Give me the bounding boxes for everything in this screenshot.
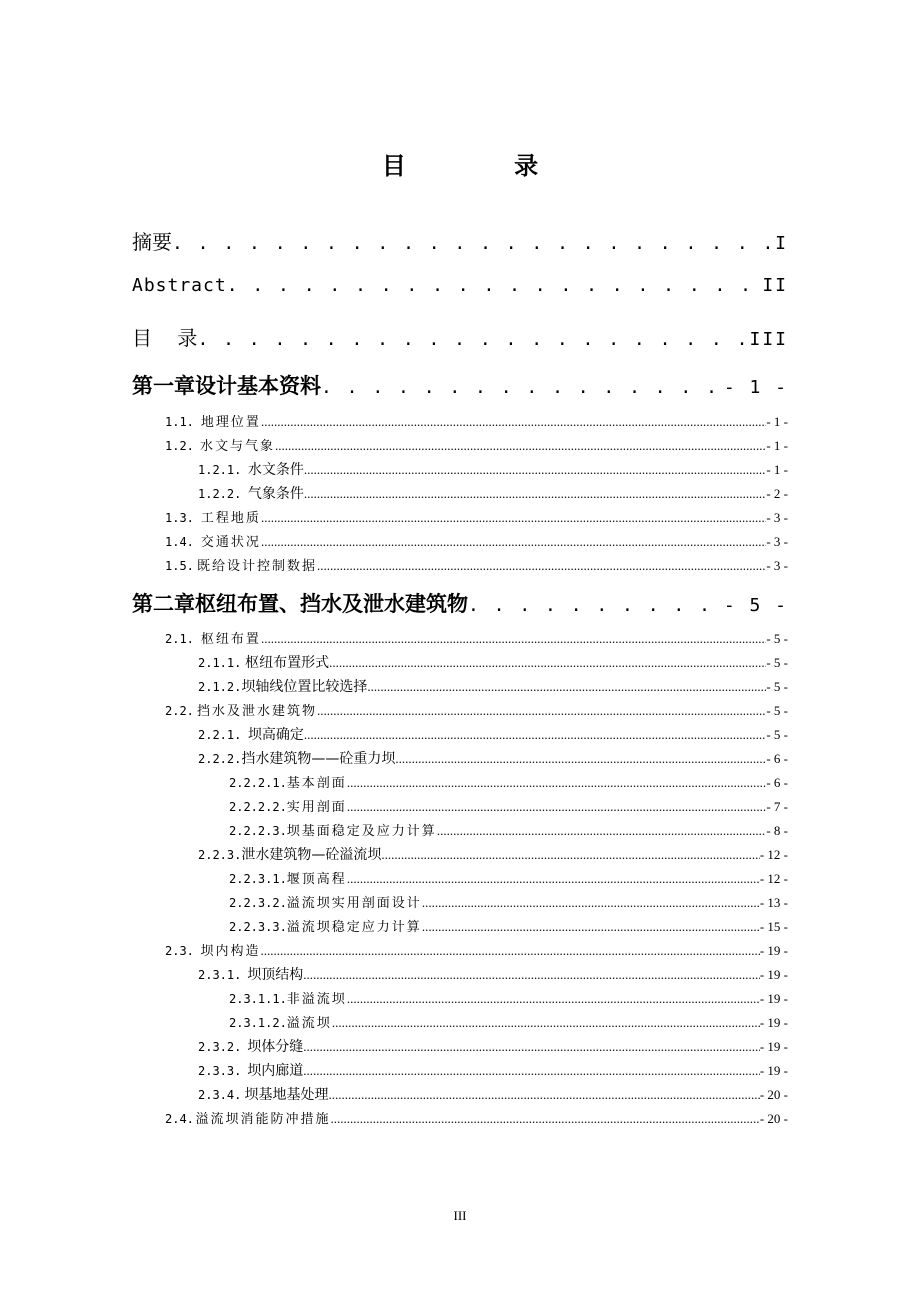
toc-entry[interactable] — [229, 796, 788, 816]
toc-chapter-number: 第二章 — [132, 592, 195, 616]
toc-entry[interactable] — [198, 1084, 788, 1104]
toc-entry[interactable] — [165, 1108, 788, 1128]
toc-entry-label: 摘要 — [132, 230, 172, 254]
toc-leader-dots — [422, 895, 760, 911]
toc-page-number: - 13 - — [759, 895, 788, 910]
toc-section-number: 2.3.2. — [198, 1040, 242, 1054]
toc-section-number: 2.3.1. — [198, 968, 242, 982]
toc-section-number: 2.2. — [165, 704, 194, 718]
toc-page-number: - 2 - — [766, 486, 788, 501]
toc-page-number: - 19 - — [759, 1063, 788, 1078]
toc-entry[interactable] — [165, 435, 788, 455]
toc-section-number: 2.2.2. — [198, 752, 242, 766]
toc-entry[interactable] — [198, 844, 788, 864]
toc-leader-dots — [304, 486, 767, 502]
toc-entry-label: Abstract — [132, 275, 227, 296]
toc-section-number: 2.4. — [165, 1112, 194, 1126]
toc-entry[interactable] — [165, 555, 788, 575]
toc-entry-label: 坝顶结构 — [247, 967, 304, 983]
toc-entry[interactable] — [198, 483, 788, 503]
toc-leader-dots — [261, 510, 766, 526]
toc-entry-label: 溢流坝实用剖面设计 — [286, 896, 422, 911]
toc-entry[interactable] — [198, 1060, 788, 1080]
toc-entry-label: 基本剖面 — [286, 776, 347, 791]
toc-section-number: 1.3. — [165, 511, 194, 525]
toc-section-number: 1.1. — [165, 415, 194, 429]
toc-entry-label: 设计基本资料 — [195, 374, 321, 398]
toc-leader-dots — [227, 275, 763, 296]
toc-page-number: - 6 - — [766, 751, 788, 766]
toc-leader-dots — [347, 799, 767, 815]
toc-page-number: III — [749, 329, 788, 350]
toc-leader-dots — [303, 1039, 760, 1055]
toc-entry-label: 水文条件 — [247, 462, 304, 478]
toc-leader-dots — [261, 414, 766, 430]
toc-entry[interactable] — [229, 916, 788, 936]
toc-entry[interactable] — [165, 628, 788, 648]
toc-entry-label: 坝基面稳定及应力计算 — [286, 824, 437, 839]
toc-entry-label: 溢流坝稳定应力计算 — [286, 920, 422, 935]
toc-entry-label: 枢纽布置形式 — [245, 655, 330, 671]
toc-section-number: 1.2.2. — [198, 487, 242, 501]
toc-entry[interactable] — [198, 676, 788, 696]
toc-page-number: - 5 - — [766, 727, 788, 742]
toc-entry-label: 枢纽布置、挡水及泄水建筑物 — [195, 592, 468, 616]
toc-entry[interactable] — [229, 868, 788, 888]
toc-page-number: - 15 - — [759, 919, 788, 934]
toc-entry[interactable] — [165, 411, 788, 431]
toc-section-number: 2.3.1.2. — [229, 1016, 287, 1030]
toc-entry-label: 挡水建筑物——砼重力坝 — [241, 751, 396, 767]
toc-leader-dots — [304, 727, 767, 743]
toc-page-number: - 3 - — [766, 558, 788, 573]
toc-entry-label: 泄水建筑物—砼溢流坝 — [241, 847, 382, 863]
toc-leader-dots — [317, 558, 766, 574]
toc-entry-label: 坝体分缝 — [247, 1039, 304, 1055]
toc-leader-dots — [347, 775, 767, 791]
toc-chapter-2[interactable] — [132, 588, 788, 618]
toc-chapter-number: 第一章 — [132, 374, 195, 398]
toc-page-number: - 7 - — [766, 799, 788, 814]
toc-page-number: - 19 - — [759, 1039, 788, 1054]
toc-entry-label: 坝内构造 — [200, 944, 261, 959]
toc-entry-label: 地理位置 — [200, 415, 261, 430]
toc-section-number: 2.2.2.2. — [229, 800, 287, 814]
toc-page-number: - 19 - — [759, 991, 788, 1006]
toc-leader-dots — [275, 438, 766, 454]
toc-page-number: - 5 - — [766, 703, 788, 718]
toc-section-number: 2.2.2.1. — [229, 776, 287, 790]
toc-page-number: - 3 - — [766, 510, 788, 525]
toc-page-number: - 19 - — [759, 1015, 788, 1030]
toc-leader-dots — [172, 233, 775, 254]
toc-section-number: 2.1.1. — [198, 656, 242, 670]
toc-page-number: - 8 - — [766, 823, 788, 838]
toc-page-number: II — [762, 275, 788, 296]
toc-section-number: 2.1. — [165, 632, 194, 646]
toc-entry-label: 坝内廊道 — [247, 1063, 304, 1079]
toc-entry[interactable] — [165, 700, 788, 720]
toc-entry[interactable] — [198, 964, 788, 984]
toc-page-number: - 19 - — [759, 943, 788, 958]
toc-entry[interactable] — [198, 652, 788, 672]
toc-entry-label: 挡水及泄水建筑物 — [196, 704, 317, 719]
toc-entry[interactable] — [198, 459, 788, 479]
toc-entry-contents[interactable] — [132, 322, 788, 352]
toc-page-number: - 12 - — [759, 847, 788, 862]
toc-entry[interactable] — [165, 531, 788, 551]
toc-entry-label: 目 录 — [132, 326, 198, 350]
toc-section-number: 1.2.1. — [198, 463, 242, 477]
toc-entry[interactable] — [198, 724, 788, 744]
toc-section-number: 2.2.3.3. — [229, 920, 287, 934]
toc-entry-label: 既给设计控制数据 — [196, 559, 317, 574]
toc-entry-label: 工程地质 — [200, 511, 261, 526]
toc-leader-dots — [261, 631, 766, 647]
toc-leader-dots — [381, 847, 759, 863]
toc-section-number: 2.2.3.1. — [229, 872, 287, 886]
toc-chapter-1[interactable] — [132, 370, 788, 400]
toc-leader-dots — [328, 1087, 759, 1103]
toc-section-number: 2.3.3. — [198, 1064, 242, 1078]
toc-section-number: 2.3.1.1. — [229, 992, 287, 1006]
toc-leader-dots — [321, 377, 724, 398]
toc-entry-label: 溢流坝 — [286, 1016, 332, 1031]
toc-entry-abstract-en[interactable] — [132, 275, 788, 305]
toc-page-number: - 1 - — [723, 377, 788, 398]
toc-entry[interactable] — [229, 1012, 788, 1032]
toc-leader-dots — [261, 943, 760, 959]
toc-leader-dots — [347, 871, 760, 887]
toc-entry[interactable] — [229, 892, 788, 912]
toc-page-number: - 5 - — [723, 595, 788, 616]
toc-entry-label: 堰顶高程 — [286, 872, 347, 887]
toc-entry-label: 水文与气象 — [199, 439, 275, 454]
toc-page-number: - 12 - — [759, 871, 788, 886]
toc-entry[interactable] — [229, 988, 788, 1008]
toc-section-number: 2.2.3.2. — [229, 896, 287, 910]
toc-entry[interactable] — [229, 820, 788, 840]
toc-leader-dots — [303, 967, 760, 983]
toc-section-number: 2.2.3. — [198, 848, 242, 862]
toc-leader-dots — [422, 919, 760, 935]
toc-section-number: 1.4. — [165, 535, 194, 549]
toc-entry-label: 坝基地基处理 — [244, 1087, 329, 1103]
toc-page-number: - 1 - — [766, 414, 788, 429]
toc-entry-label: 非溢流坝 — [286, 992, 347, 1007]
toc-leader-dots — [329, 655, 766, 671]
toc-page-number: - 5 - — [766, 631, 788, 646]
toc-entry-label: 交通状况 — [200, 535, 261, 550]
toc-page-number: - 3 - — [766, 534, 788, 549]
toc-page-number: - 20 - — [759, 1111, 788, 1126]
toc-page-number: - 5 - — [766, 655, 788, 670]
toc-entry[interactable] — [229, 772, 788, 792]
toc-page-number: - 6 - — [766, 775, 788, 790]
toc-page-number: I — [775, 233, 788, 254]
toc-leader-dots — [261, 534, 766, 550]
toc-entry-label: 枢纽布置 — [200, 632, 261, 647]
toc-page-number: - 5 - — [766, 679, 788, 694]
toc-section-number: 1.2. — [165, 439, 194, 453]
toc-leader-dots — [303, 1063, 760, 1079]
toc-section-number: 1.5. — [165, 559, 194, 573]
toc-leader-dots — [317, 703, 766, 719]
page-title: 目 录 — [381, 152, 589, 180]
toc-section-number: 2.3.4. — [198, 1088, 242, 1102]
toc-leader-dots — [332, 1015, 760, 1031]
toc-leader-dots — [197, 329, 749, 350]
toc-section-number: 2.2.2.3. — [229, 824, 287, 838]
page-footer-number: III — [453, 1208, 467, 1223]
toc-page-number: - 19 - — [759, 967, 788, 982]
toc-page-number: - 1 - — [766, 438, 788, 453]
toc-section-number: 2.1.2. — [198, 680, 242, 694]
toc-leader-dots — [331, 1111, 760, 1127]
toc-entry[interactable] — [165, 940, 788, 960]
toc-leader-dots — [304, 462, 767, 478]
toc-leader-dots — [395, 751, 766, 767]
toc-entry-label: 实用剖面 — [286, 800, 347, 815]
toc-entry-label: 溢流坝消能防冲措施 — [195, 1112, 331, 1127]
toc-section-number: 2.2.1. — [198, 728, 242, 742]
toc-page-number: - 20 - — [759, 1087, 788, 1102]
toc-entry[interactable] — [165, 507, 788, 527]
toc-page-number: - 1 - — [766, 462, 788, 477]
toc-entry[interactable] — [198, 1036, 788, 1056]
toc-leader-dots — [437, 823, 767, 839]
toc-entry[interactable] — [198, 748, 788, 768]
toc-leader-dots — [347, 991, 760, 1007]
toc-leader-dots — [367, 679, 766, 695]
toc-entry-abstract-cn[interactable] — [132, 226, 788, 256]
toc-leader-dots — [468, 595, 724, 616]
toc-entry-label: 坝轴线位置比较选择 — [241, 679, 368, 695]
toc-entry-label: 气象条件 — [247, 486, 304, 502]
toc-entry-label: 坝高确定 — [247, 727, 304, 743]
toc-section-number: 2.3. — [165, 944, 194, 958]
